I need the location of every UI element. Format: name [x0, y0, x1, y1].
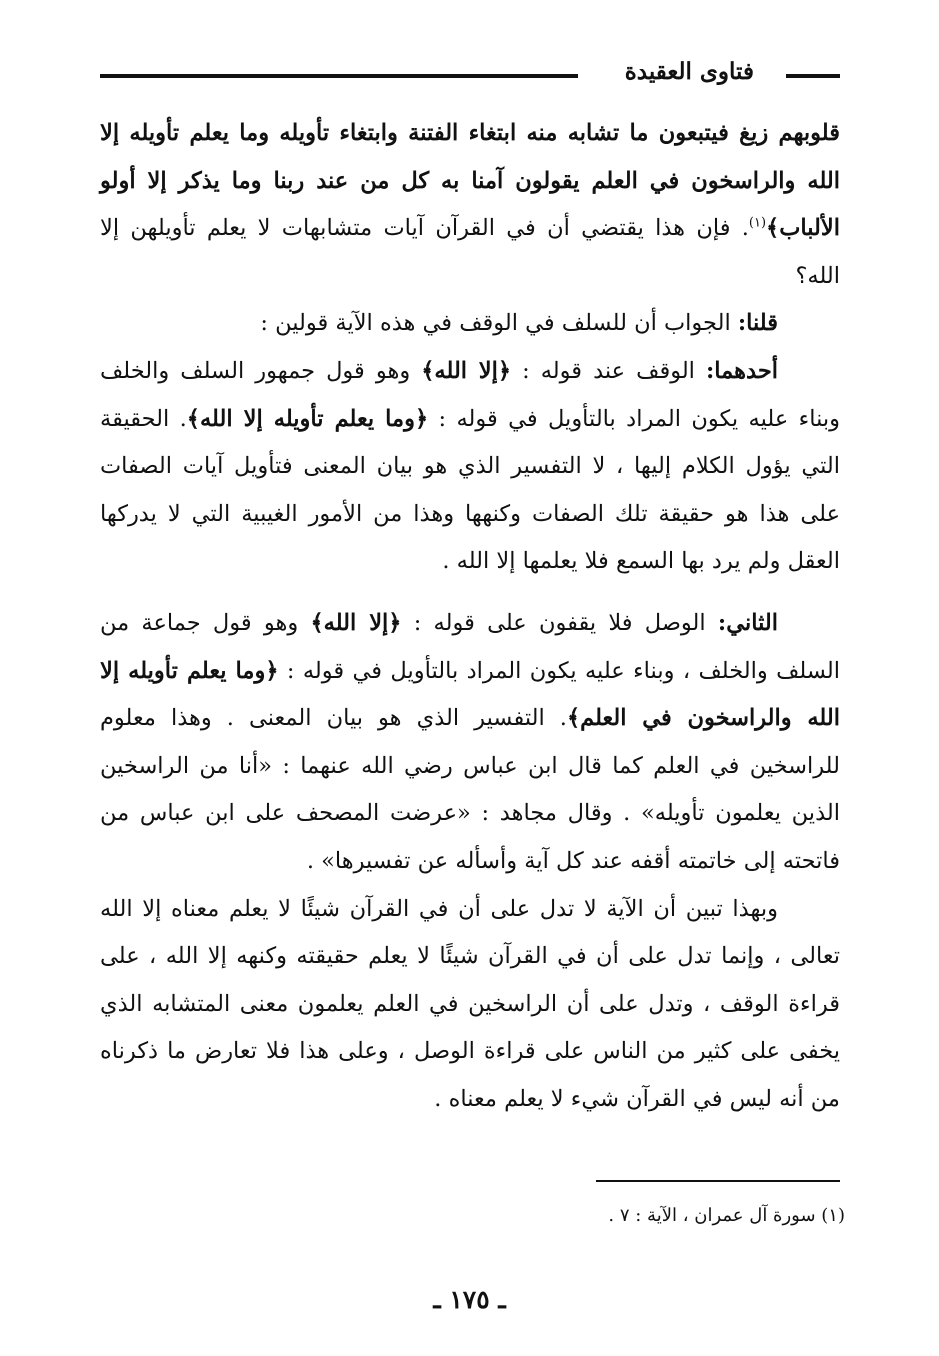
quran-quote-2: ﴿وما يعلم تأويله إلا الله﴾ [186, 405, 429, 432]
running-header [100, 58, 840, 94]
header-rule-short [786, 74, 840, 78]
paragraph-4-label: الثاني: [717, 609, 778, 636]
footnote-separator [596, 1180, 840, 1182]
paragraph-5: وبهذا تبين أن الآية لا تدل على أن في القرآن شيئًا لا يعلم معناه إلا الله تعالى ، وإنما تدل على أن في القرآن شيئًا لا يعلم حقيقته وكنهه إلا الله ، على قراءة الوقف ، وتدل على أن الراسخين في العلم يعلمون معنى المتشابه الذي يخفى على كثير من الناس على قراءة الوصل ، وعلى هذا فلا تعارض ما ذكرناه من أنه ليس في القرآن شيء لا يعلم معناه . [100, 895, 840, 1112]
page-number: ـ ١٧٥ ـ [433, 1285, 506, 1314]
paragraph-2 [100, 300, 840, 348]
paragraph-3-text-a: الوقف عند قوله : [511, 357, 706, 384]
paragraph-4-text-a: الوصل فلا يقفون على قوله : [401, 609, 718, 636]
paragraph-2-label: قلنا: [737, 310, 778, 337]
paragraph-1 [100, 110, 840, 300]
quran-verse: قلوبهم زيغ فيتبعون ما تشابه منه ابتغاء الفتنة وابتغاء تأويله وما يعلم تأويله إلا الله والراسخون في العلم يقولون آمنا به كل من عند ربنا وما يذكر إلا أولو الألباب﴾ [100, 120, 840, 242]
quran-quote-3: ﴿إلا الله﴾ [310, 609, 402, 636]
body-text [100, 110, 840, 1123]
paragraph-3-text-b: وهو قول جمهور السلف والخلف وبناء عليه يكون المراد بالتأويل في قوله : [100, 357, 840, 432]
footnote: (١) سورة آل عمران ، الآية : ٧ . [608, 1205, 845, 1226]
paragraph-1-text: . فإن هذا يقتضي أن في القرآن آيات متشابهات لا يعلم تأويلهن إلا الله؟ [100, 215, 840, 289]
paragraph-4-text-c: . التفسير الذي هو بيان المعنى . وهذا معلوم للراسخين في العلم كما قال ابن عباس رضي الله عنهما : «أنا من الراسخين الذين يعلمون تأويله» . وقال مجاهد : «عرضت المصحف على ابن عباس من فاتحته إلى خاتمته أقفه عند كل آية وأسأله عن تفسيرها» . [100, 705, 840, 874]
header-title: فتاوى العقيدة [624, 58, 754, 85]
quran-quote-1: ﴿إلا الله﴾ [421, 357, 512, 384]
paragraph-3-label: أحدهما: [705, 357, 778, 384]
paragraph-4-text-b: وهو قول جماعة من السلف والخلف ، وبناء عليه يكون المراد بالتأويل في قوله : [100, 609, 840, 684]
header-rule-long [100, 74, 578, 78]
quran-quote-4: ﴿وما يعلم تأويله إلا الله والراسخون في العلم﴾ [100, 657, 840, 732]
paragraph-3-text-c: . الحقيقة التي يؤول الكلام إليها ، لا التفسير الذي هو بيان المعنى فتأويل آيات الصفات على هذا هو حقيقة تلك الصفات وكنهها وهذا من الأمور الغيبية التي لا يدركها العقل ولم يرد بها السمع فلا يعلمها إلا الله . [100, 405, 840, 575]
paragraph-3 [100, 348, 840, 586]
paragraph-4 [100, 600, 840, 886]
paragraph-2-text: الجواب أن للسلف في الوقف في هذه الآية قولين : [260, 310, 738, 337]
footnote-reference: (١) [748, 215, 767, 231]
